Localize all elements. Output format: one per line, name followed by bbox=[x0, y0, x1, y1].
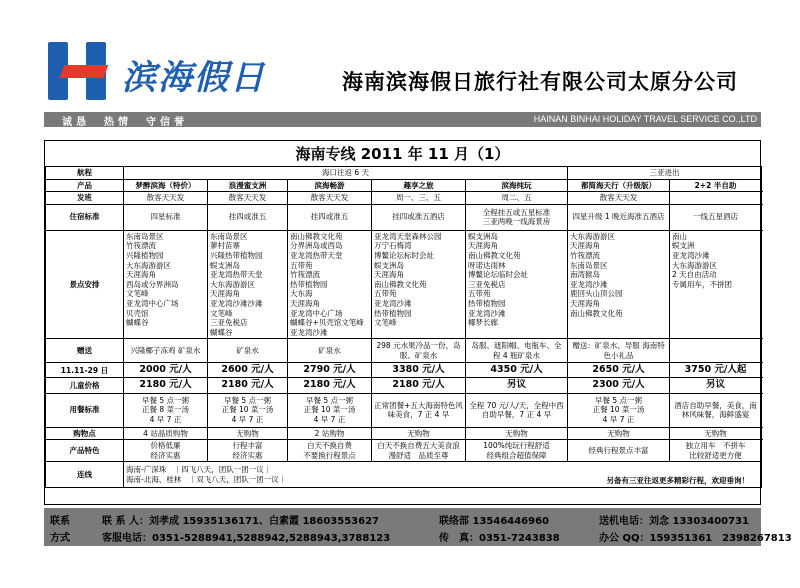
spot-item: 兴隆植物园 bbox=[126, 250, 164, 260]
cell-shopping: 2 站购物 bbox=[288, 427, 372, 440]
cell-product: 浪漫蜜支洲 bbox=[208, 179, 288, 192]
cell-line: 经济实惠 bbox=[232, 450, 263, 460]
cell-child_price: 2180 元/人 bbox=[208, 378, 288, 393]
liaison-phone: 联络部 13546446960 bbox=[439, 516, 550, 527]
cell-shopping: 4 站晶质购物 bbox=[124, 427, 208, 440]
contact-persons: 联 系 人：刘孝成 15935136171、白素霞 18603553627 bbox=[102, 516, 380, 527]
cell-product: 梦醉滨海（特价） bbox=[124, 179, 208, 192]
cell-child_price: 另议 bbox=[466, 378, 568, 393]
spot-item: 竹筏漂流 bbox=[290, 270, 320, 280]
fax-number: 传 真：0351-7243838 bbox=[439, 533, 560, 544]
cell-shopping: 无购物 bbox=[372, 427, 466, 440]
spot-item: 五带苑 bbox=[290, 260, 313, 270]
row-routes bbox=[46, 462, 762, 488]
cell-price: 4350 元/人 bbox=[466, 363, 568, 378]
spot-item: 专属用车，不拼团 bbox=[672, 279, 733, 289]
cell-spots bbox=[372, 230, 466, 339]
slogan: 诚恳 热情 守信誉 bbox=[62, 117, 188, 128]
cell-line: 经典组合超值保障 bbox=[486, 450, 547, 460]
cell-price: 2650 元/人 bbox=[568, 363, 670, 378]
spot-item: 椰梦长廊 bbox=[468, 318, 498, 328]
spot-item: 兴隆热带植物园 bbox=[210, 250, 263, 260]
cell-product: 趣享之旅 bbox=[372, 179, 466, 192]
cell-line: 4 早 7 正 bbox=[313, 414, 346, 424]
cell-meals bbox=[208, 393, 288, 427]
cell-price: 2000 元/人 bbox=[124, 363, 208, 378]
cell-gifts: 矿泉水 bbox=[208, 339, 288, 363]
spot-item: 天涯海角 bbox=[374, 270, 404, 280]
cell-hotel: 挂四或准五 bbox=[288, 204, 372, 230]
cell-line: 价格低廉 bbox=[150, 441, 181, 451]
spot-item: 亚龙湾沙滩 bbox=[672, 250, 710, 260]
contact-label-bottom: 方式 bbox=[50, 533, 70, 544]
spot-item: 东南岛景区 bbox=[210, 231, 248, 241]
row-shopping bbox=[46, 427, 762, 440]
cell-line: 正餐 10 菜一汤 bbox=[303, 405, 356, 415]
cell-gifts: 岛服、遮阳帽、电瓶车、全程 4 瓶矿泉水 bbox=[466, 339, 568, 363]
row-label-spots: 景点安排 bbox=[46, 230, 124, 339]
cell-line: 经济实惠 bbox=[150, 450, 181, 460]
cell-line: 4 早 7 正 bbox=[231, 414, 264, 424]
cell-line: 比较舒适更方便 bbox=[689, 450, 742, 460]
spot-item: 大东海游游区 bbox=[210, 279, 255, 289]
contact-label-top: 联系 bbox=[50, 516, 70, 527]
spot-item: 竹筏漂流 bbox=[126, 241, 156, 251]
spot-item: 大东海游游区 bbox=[570, 231, 616, 241]
spot-item: 南山佛教文化苑 bbox=[468, 250, 521, 260]
spot-item: 2 天自由活动 bbox=[672, 270, 717, 280]
route-line: 海南-广深珠 ｜四飞八天，团队一团一议｜ bbox=[126, 465, 272, 475]
cell-line: 早餐 5 点一粥 bbox=[223, 395, 272, 405]
cell-price: 2600 元/人 bbox=[208, 363, 288, 378]
row-hotel bbox=[46, 204, 762, 230]
routes-cell bbox=[124, 462, 762, 488]
spot-item: 蝴蝶谷 bbox=[210, 327, 233, 337]
itinerary-main: 海口往返 6 天 bbox=[124, 167, 568, 180]
spot-item: 大东海 bbox=[290, 289, 313, 299]
cell-line: 三亚两晚一线海景房 bbox=[482, 217, 551, 227]
cell-departure bbox=[670, 192, 762, 205]
cell-departure: 周二、五 bbox=[466, 192, 568, 205]
cell-line: 早餐 5 点一粥 bbox=[594, 395, 643, 405]
table-title: 海南专线 2011 年 11 月（1） bbox=[295, 145, 510, 163]
service-phone: 客服电话：0351-5288941,5288942,5288943,3788123 bbox=[102, 533, 391, 544]
spot-item: 蓼村苗寨 bbox=[210, 241, 240, 251]
routes-note: 另备有三亚往返更多精彩行程，欢迎垂询！ bbox=[606, 475, 750, 485]
cell-spots bbox=[288, 230, 372, 339]
cell-line: 不要换行程景点 bbox=[303, 450, 356, 460]
cell-departure: 散客天天发 bbox=[568, 192, 670, 205]
spot-item: 亚龙湾热带天堂 bbox=[290, 250, 343, 260]
cell-shopping: 无购物 bbox=[208, 427, 288, 440]
cell-departure: 散客天天发 bbox=[124, 192, 208, 205]
cell-departure: 散客天天发 bbox=[288, 192, 372, 205]
spot-item: 天涯海角 bbox=[570, 298, 601, 308]
slogan-bar bbox=[44, 112, 761, 127]
row-label-hotel: 住宿标准 bbox=[46, 204, 124, 230]
spot-item: 亚龙湾沙滩 bbox=[468, 308, 506, 318]
spot-item: 南山佛教文化苑 bbox=[374, 279, 427, 289]
slogan-en: HAINAN BINHAI HOLIDAY TRAVEL SERVICE CO.,LTD bbox=[533, 114, 757, 124]
row-label-gifts: 赠送 bbox=[46, 339, 124, 363]
row-label-product: 产品 bbox=[46, 179, 124, 192]
cell-meals bbox=[568, 393, 670, 427]
cell-meals: 全程 70 元/人/天，全程中西自助早餐，7 正 4 早 bbox=[466, 393, 568, 427]
office-qq: 办公 QQ：159351361 2398267813 bbox=[599, 533, 792, 544]
cell-spots bbox=[670, 230, 762, 339]
contact-footer bbox=[44, 508, 792, 546]
spot-item: 热带植物园 bbox=[290, 279, 328, 289]
page-header bbox=[0, 0, 800, 110]
spot-item: 文笔峰 bbox=[126, 289, 149, 299]
spot-item: 东南岛景区 bbox=[126, 231, 164, 241]
company-name: 海南滨海假日旅行社有限公司太原分公司 bbox=[342, 70, 738, 94]
cell-features bbox=[466, 440, 568, 462]
row-label-itinerary: 航程 bbox=[46, 167, 124, 180]
itinerary-sheet bbox=[44, 140, 761, 505]
spot-item: 天涯海角 bbox=[468, 241, 498, 251]
spot-item: 五带苑 bbox=[468, 289, 491, 299]
cell-child_price: 2180 元/人 bbox=[372, 378, 466, 393]
cell-hotel: 四星标准 bbox=[124, 204, 208, 230]
cell-line: 白天不换自费 bbox=[307, 441, 352, 451]
spot-item: 天涯海角 bbox=[570, 241, 601, 251]
row-label-child_price: 儿童价格 bbox=[46, 378, 124, 393]
spot-item: 蜈支洲岛 bbox=[374, 260, 404, 270]
cell-line: 4 早 7 正 bbox=[149, 414, 182, 424]
spot-item: 博鳌论坛标时会址 bbox=[374, 250, 434, 260]
spot-item: 热带植物园 bbox=[468, 298, 506, 308]
cell-product: 滨海畅游 bbox=[288, 179, 372, 192]
spot-item: 贝壳馆 bbox=[126, 308, 149, 318]
cell-line: 早餐 5 点一粥 bbox=[141, 395, 190, 405]
spot-item: 亚龙湾天堂森林公园 bbox=[374, 231, 442, 241]
cell-hotel: 一线五星酒店 bbox=[670, 204, 762, 230]
brand-logo-icon bbox=[48, 42, 112, 100]
spot-item: 天涯海角 bbox=[290, 298, 320, 308]
cell-shopping: 无购物 bbox=[568, 427, 670, 440]
row-label-departure: 发班 bbox=[46, 192, 124, 205]
spot-item: 万宁石梅湾 bbox=[374, 241, 412, 251]
spot-item: 热带植物园 bbox=[374, 308, 412, 318]
spot-item: 南湾猴岛 bbox=[570, 270, 601, 280]
spot-item: 亚龙湾沙滩 bbox=[374, 298, 412, 308]
spot-item: 亚龙湾沙滩沙滩 bbox=[210, 298, 263, 308]
cell-meals: 正常团餐+五大海南特色风味美食，7 正 4 早 bbox=[372, 393, 466, 427]
cell-spots bbox=[466, 230, 568, 339]
cell-product: 都简海天行（升级版） bbox=[568, 179, 670, 192]
cell-features bbox=[670, 440, 762, 462]
spot-item: 蝴蝶谷 bbox=[126, 318, 149, 328]
cell-price: 3380 元/人 bbox=[372, 363, 466, 378]
spot-item: 南山佛教文化苑 bbox=[570, 308, 623, 318]
row-label-price: 11.11-29 日 bbox=[46, 363, 124, 378]
cell-line: 正餐 10 菜一汤 bbox=[592, 405, 645, 415]
cell-features: 白天不换自费五大美食浪漫舒适 品质至尊 bbox=[372, 440, 466, 462]
row-itinerary bbox=[46, 167, 762, 180]
spot-item: 亚龙湾中心广场 bbox=[126, 298, 179, 308]
cell-line: 正餐 10 菜一汤 bbox=[221, 405, 274, 415]
spot-item: 竹筏漂流 bbox=[570, 250, 601, 260]
cell-shopping: 无购物 bbox=[670, 427, 762, 440]
cell-gifts bbox=[670, 339, 762, 363]
cell-features: 经典行程景点丰富 bbox=[568, 440, 670, 462]
spot-item: 蜈支洲岛 bbox=[468, 231, 498, 241]
cell-line: 独立用车 不拼车 bbox=[685, 441, 746, 451]
spot-item: 亚龙湾中心广场 bbox=[290, 308, 343, 318]
cell-product: 2+2 半自助 bbox=[670, 179, 762, 192]
cell-line: 正餐 8 菜一汤 bbox=[141, 405, 190, 415]
spot-item: 南山 bbox=[672, 231, 688, 241]
itinerary-table bbox=[45, 166, 762, 488]
cell-child_price: 2300 元/人 bbox=[568, 378, 670, 393]
row-label-shopping: 购物点 bbox=[46, 427, 124, 440]
itinerary-side: 三亚进出 bbox=[568, 167, 762, 180]
cell-meals bbox=[124, 393, 208, 427]
row-price bbox=[46, 363, 762, 378]
cell-child_price: 另议 bbox=[670, 378, 762, 393]
spot-item: 天涯海角 bbox=[210, 289, 240, 299]
spot-item: 鹿回头山顶公园 bbox=[570, 289, 623, 299]
row-product bbox=[46, 179, 762, 192]
row-meals bbox=[46, 393, 762, 427]
spot-item: 文笔峰 bbox=[374, 318, 397, 328]
cell-gifts: 矿泉水 bbox=[288, 339, 372, 363]
spot-item: 蜈支洲 bbox=[672, 241, 695, 251]
spot-item: 亚龙湾沙滩 bbox=[570, 279, 608, 289]
spot-item: 亚龙湾沙滩 bbox=[290, 327, 328, 337]
spot-item: 呀诺达雨林 bbox=[468, 260, 506, 270]
route-line: 海南-北海、桂林 ｜双飞八天，团队一团一议｜ bbox=[126, 474, 287, 484]
spot-item: 南山佛教文化苑 bbox=[290, 231, 343, 241]
row-label-routes: 连线 bbox=[46, 462, 124, 488]
cell-hotel: 挂四或准五酒店 bbox=[372, 204, 466, 230]
cell-spots bbox=[124, 230, 208, 339]
spot-item: 分界洲岛或西岛 bbox=[290, 241, 343, 251]
cell-gifts: 298 元水果冷品一份，岛服、矿泉水 bbox=[372, 339, 466, 363]
cell-price: 3750 元/人起 bbox=[670, 363, 762, 378]
cell-features bbox=[288, 440, 372, 462]
cell-line: 4 早 7 正 bbox=[602, 414, 635, 424]
delivery-phone: 送机电话：刘念 13303400731 bbox=[599, 516, 750, 527]
cell-meals: 酒店自助早餐，美食，南林风味餐，海鲜盛宴 bbox=[670, 393, 762, 427]
cell-hotel: 挂四或准五 bbox=[208, 204, 288, 230]
brand-logo-text: 滨海假日 bbox=[122, 58, 266, 98]
spot-item: 蝴蝶谷+贝壳馆文笔峰 bbox=[290, 318, 364, 328]
cell-line: 全程挂五或五星标准 bbox=[482, 207, 551, 217]
cell-features bbox=[124, 440, 208, 462]
cell-line: 早餐 5 点一粥 bbox=[305, 395, 354, 405]
spot-item: 天涯海角 bbox=[126, 270, 156, 280]
cell-departure: 周一、三、五 bbox=[372, 192, 466, 205]
row-departure bbox=[46, 192, 762, 205]
spot-item: 文笔峰 bbox=[210, 308, 233, 318]
row-features bbox=[46, 440, 762, 462]
spot-item: 五带苑 bbox=[374, 289, 397, 299]
cell-gifts: 赠送：矿泉水、导服 海南特色小礼品 bbox=[568, 339, 670, 363]
cell-gifts: 兴隆椰子冻鸡 矿泉水 bbox=[124, 339, 208, 363]
cell-hotel: 四星升级 1 晚近海准五酒店 bbox=[568, 204, 670, 230]
cell-meals bbox=[288, 393, 372, 427]
cell-product: 滨海纯玩 bbox=[466, 179, 568, 192]
cell-child_price: 2180 元/人 bbox=[124, 378, 208, 393]
row-child_price bbox=[46, 378, 762, 393]
cell-hotel bbox=[466, 204, 568, 230]
cell-shopping: 无购物 bbox=[466, 427, 568, 440]
spot-item: 西岛或分界洲岛 bbox=[126, 279, 179, 289]
spot-item: 蜈支洲岛 bbox=[210, 260, 240, 270]
spot-item: 大东海游游区 bbox=[672, 260, 718, 270]
row-spots bbox=[46, 230, 762, 339]
cell-line: 行程丰富 bbox=[232, 441, 263, 451]
spot-item: 三亚免税店 bbox=[468, 279, 506, 289]
cell-child_price: 2180 元/人 bbox=[288, 378, 372, 393]
spot-item: 博鳌论坛临时会址 bbox=[468, 270, 528, 280]
cell-departure: 散客天天发 bbox=[208, 192, 288, 205]
cell-spots bbox=[568, 230, 670, 339]
cell-features bbox=[208, 440, 288, 462]
spot-item: 亚龙湾热带天堂 bbox=[210, 270, 263, 280]
spot-item: 三亚免税店 bbox=[210, 318, 248, 328]
cell-price: 2790 元/人 bbox=[288, 363, 372, 378]
spot-item: 大东海游游区 bbox=[126, 260, 171, 270]
cell-spots bbox=[208, 230, 288, 339]
cell-line: 100%纯玩行程舒适 bbox=[483, 441, 550, 451]
row-label-meals: 用餐标准 bbox=[46, 393, 124, 427]
row-label-features: 产品特色 bbox=[46, 440, 124, 462]
row-gifts bbox=[46, 339, 762, 363]
spot-item: 东南岛景区 bbox=[570, 260, 608, 270]
